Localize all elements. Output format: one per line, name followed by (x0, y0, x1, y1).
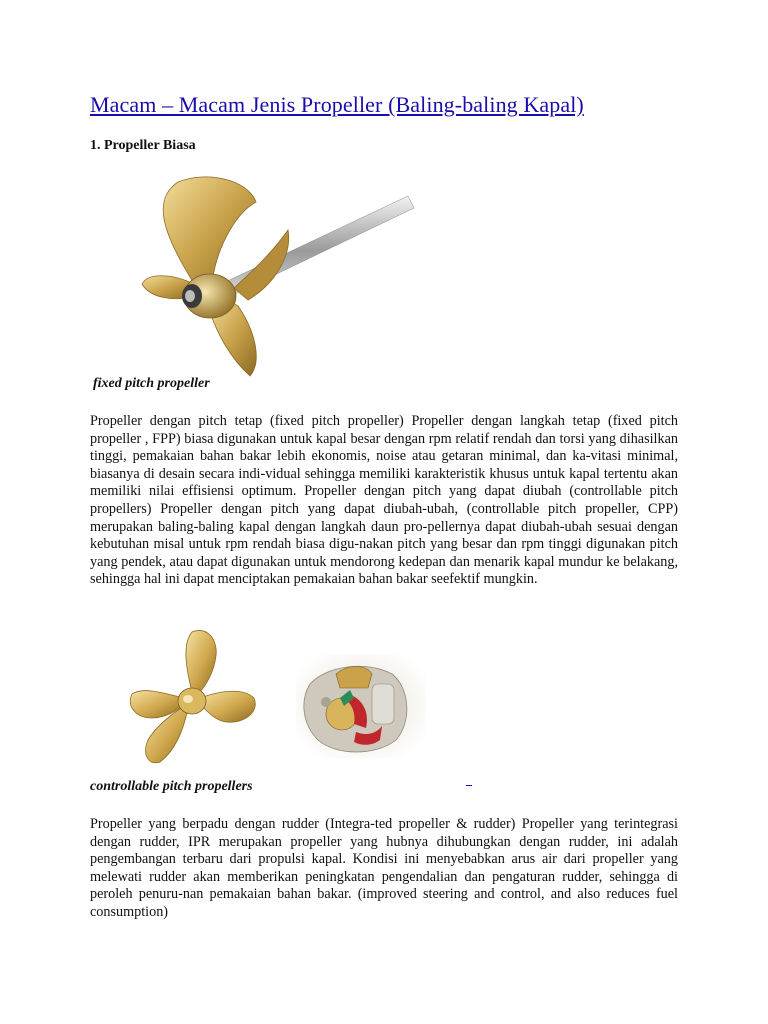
paragraph-fixed-pitch: Propeller dengan pitch tetap (fixed pitch propeller) Propeller dengan langkah tetap (fixed pitch propeller , FPP) biasa digunakan untuk kapal besar dengan rpm relatif rendah dan torsi yang dihasilkan tinggi, pemakaian bahan bakar lebih ekonomis, noise atau getaran minimal, dan ka-vitasi minimal, biasanya di desain secara indi-vidual sehingga memiliki karakteristik khusus untuk kapal tertentu akan memiliki nilai effisiensi optimum. Propeller dengan pitch yang dapat diubah (controllable pitch propellers) Propeller dengan pitch yang dapat diubah-ubah, (controllable pitch propeller, CPP) merupakan baling-baling kapal dengan langkah daun pro-pellernya dapat diubah-ubah sesuai dengan kebutuhan misal untuk rpm rendah biasa digu-nakan pitch yang besar dan rpm tinggi digunakan pitch yang pendek, atau dapat digunakan untuk mendorong kedepan dan menarik kapal mundur ke belakang, sehingga hal ini dapat menciptakan pemakaian bahan bakar seefektif mungkin. (90, 413, 678, 588)
integrated-propeller-rudder-image (296, 654, 426, 758)
figure-caption-fixed-pitch: fixed pitch propeller (93, 376, 210, 391)
fixed-pitch-propeller-image (138, 172, 414, 378)
link-mark[interactable]: _ (466, 773, 472, 787)
page-title[interactable]: Macam – Macam Jenis Propeller (Baling-baling Kapal) (90, 92, 584, 117)
paragraph-integrated-propeller-rudder: Propeller yang berpadu dengan rudder (Integra-ted propeller & rudder) Propeller yang terintegrasi dengan rudder, IPR merupakan propeller yang hubnya dihubungkan dengan rudder, ini adalah pengembangan terbaru dari propulsi kapal. Kondisi ini menyebabkan arus air dari propeller yang melewati rudder akan memberikan peningkatan pengendalian dan pengaturan rudder, sehingga di peroleh penuru-nan pemakaian bahan bakar. (improved steering and control, and also reduces fuel consumption) (90, 816, 678, 920)
section-heading-propeller-biasa: 1. Propeller Biasa (90, 138, 196, 153)
figure-caption-controllable-pitch: controllable pitch propellers (90, 779, 253, 794)
controllable-pitch-propeller-image (126, 628, 260, 768)
